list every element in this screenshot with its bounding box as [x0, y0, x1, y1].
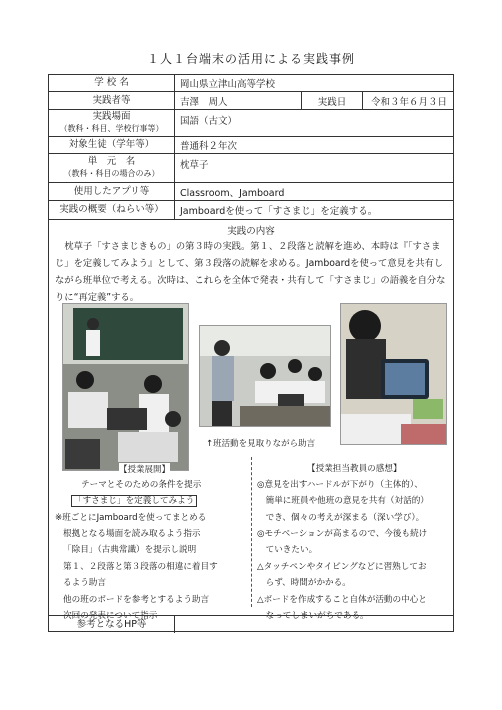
- date-label: 実践日: [301, 92, 362, 109]
- lesson-flow-line: 「除目」（古典常識）を提示し説明: [63, 545, 197, 555]
- unit-label: 単 元 名: [87, 156, 136, 167]
- row-target: [49, 137, 453, 154]
- overview-label: 実践の概要（ねらい等）: [49, 201, 175, 219]
- impression-line: でき、個々の考えが深まる（深い学び）。: [257, 513, 425, 523]
- date-value: 令和３年６月３日: [362, 92, 455, 109]
- school-value: 岡山県立津山高等学校: [180, 79, 276, 90]
- lesson-flow-line: 第１、２段落と第３段落の相違に着目す: [63, 562, 218, 572]
- scene-sublabel: （教科・科目、学校行事等）: [59, 124, 164, 133]
- impressions-title: 【授業担当教員の感想】: [307, 464, 402, 474]
- target-value: 普通科２年次: [180, 141, 238, 152]
- lesson-flow-line: るよう助言: [63, 578, 106, 588]
- scene-value: 国語（古文）: [180, 116, 238, 127]
- school-label: 学 校 名: [49, 75, 175, 91]
- lesson-flow-line: ※班ごとにJamboardを使ってまとめる: [55, 513, 207, 523]
- impression-line: らず、時間がかかる。: [257, 578, 351, 588]
- impression-line: △ボードを作成すること自体が活動の中心と: [257, 595, 427, 605]
- target-label: 対象生徒（学年等）: [49, 137, 175, 153]
- row-overview: [49, 201, 453, 220]
- row-apps: [49, 183, 453, 201]
- unit-label-cell: [49, 154, 175, 182]
- unit-value: 枕草子: [180, 160, 209, 171]
- overview-value: Jamboardを使って「すさまじ」を定義する。: [180, 206, 378, 217]
- impression-line: ◎モチベーションが高まるので、今後も続け: [257, 529, 428, 539]
- row-scene: [49, 110, 453, 137]
- practitioner-value: 吉澤 周人: [180, 96, 228, 108]
- practitioner-label: 実践者等: [49, 92, 175, 109]
- lesson-flow-label: 【授業展開】: [119, 465, 171, 475]
- photo-caption: ↑班活動を見取りながら助言: [206, 439, 316, 449]
- group-activity-photo: [199, 325, 331, 427]
- lesson-flow-line: 他の班のボードを参考とするよう助言: [63, 595, 210, 605]
- report-table: [48, 74, 454, 632]
- column-divider: [251, 457, 252, 607]
- lesson-flow-theme: [71, 493, 197, 509]
- lesson-flow-line: 根拠となる場面を読み取るよう指示: [63, 529, 201, 539]
- row-unit: [49, 154, 453, 183]
- content-paragraph: 枕草子「すさまじきもの」の第３時の実践。第１、２段落と読解を進め、本時は『「すさまじ」を定義してみよう』として、第３段落の読解を求める。Jamboardを使って意見を共有しながら班単位で考える。次時は、これらを全体で発表・共有して「すさまじ」の語義を自分なりに“再定義”する。: [55, 241, 446, 303]
- impression-line: ていきたい。: [257, 545, 318, 555]
- document-title: １人１台端末の活用による実践事例: [146, 52, 355, 66]
- lesson-flow-line: 次回の発表について指示: [63, 611, 158, 621]
- impression-line: なってしまいがちである。: [257, 611, 369, 621]
- reference-label: 参考となるHP等: [49, 616, 175, 633]
- apps-value: Classroom、Jamboard: [180, 187, 285, 199]
- lesson-flow-theme-text: 「すさまじ」を定義してみよう: [71, 495, 197, 507]
- classroom-photo: [62, 303, 189, 471]
- row-school: [49, 75, 453, 92]
- scene-label-cell: [49, 110, 175, 136]
- impression-line: ◎意見を出すハードルが下がり（主体的）、: [257, 480, 423, 490]
- tablet-photo: [340, 303, 447, 445]
- impression-line: 簡単に班員や他班の意見を共有（対話的）: [257, 496, 429, 506]
- apps-label: 使用したアプリ等: [49, 183, 175, 200]
- row-reference: [49, 615, 453, 633]
- content-heading: 実践の内容: [227, 226, 275, 237]
- impression-line: △タッチペンやタイピングなどに習熟してお: [257, 562, 427, 572]
- row-practitioner: [49, 92, 453, 110]
- scene-label: 実践場面: [92, 111, 131, 122]
- lesson-flow-line: テーマとそのための条件を提示: [81, 480, 202, 490]
- unit-sublabel: （教科・科目の場合のみ）: [63, 169, 160, 178]
